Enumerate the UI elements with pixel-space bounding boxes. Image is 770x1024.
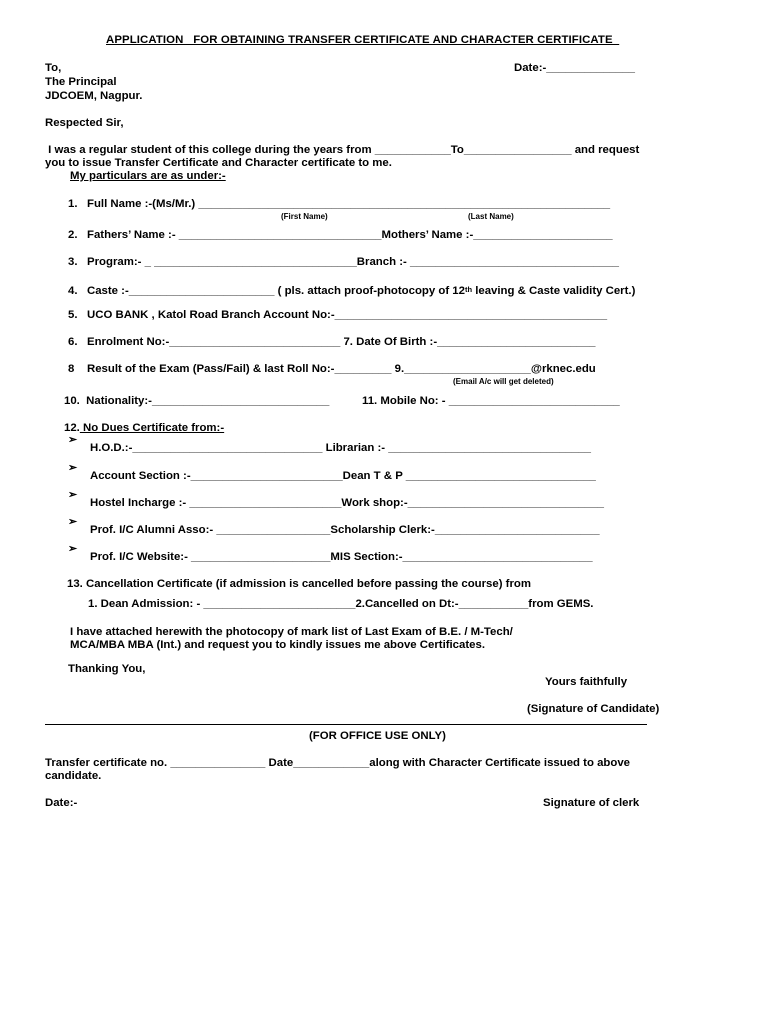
candidate-signature: (Signature of Candidate) (527, 703, 660, 715)
address-line-1: The Principal (45, 76, 117, 88)
yours-faithfully: Yours faithfully (545, 676, 628, 688)
body-line-1: I was a regular student of this college during the years from ____________To_________________ and request (45, 144, 640, 156)
separator-line (45, 724, 647, 725)
caste-text: 4. Caste :-_______________________ ( pls. attach proof-photocopy of 12 (68, 285, 465, 297)
email-note: (Email A/c will get deleted) (453, 377, 554, 386)
particulars-heading: My particulars are as under:- (70, 170, 226, 182)
first-name-caption: (First Name) (281, 212, 328, 221)
office-date: Date:- (45, 797, 78, 809)
field-mobile: 11. Mobile No: - ___________________________ (362, 395, 620, 407)
attached-line-2: MCA/MBA MBA (Int.) and request you to kindly issues me above Certificates. (70, 639, 485, 651)
no-dues-heading (64, 422, 224, 435)
field-nationality: 10. Nationality:-____________________________ (64, 395, 330, 407)
field-program-branch: 3. Program:- _ ________________________________Branch :- _________________________________ (68, 256, 620, 268)
no-dues-item: Account Section :-________________________Dean T & P ______________________________ (90, 470, 596, 482)
field-parents-name: 2. Fathers’ Name :- ________________________________Mothers’ Name :-______________________ (68, 229, 613, 241)
thanking-you: Thanking You, (68, 663, 146, 675)
no-dues-item: H.O.D.:-______________________________ Librarian :- ________________________________ (90, 442, 591, 454)
no-dues-item: Prof. I/C Website:- ______________________MIS Section:-______________________________ (90, 551, 593, 563)
office-line-1: Transfer certificate no. _______________ Date____________along with Character Certificate issued to above (45, 757, 631, 769)
body-line-2: you to issue Transfer Certificate and Character certificate to me. (45, 157, 392, 169)
page-title: APPLICATION FOR OBTAINING TRANSFER CERTIFICATE AND CHARACTER CERTIFICATE (106, 34, 620, 46)
field-caste (68, 285, 635, 298)
address-line-2: JDCOEM, Nagpur. (45, 90, 143, 102)
no-dues-number: 12. (64, 422, 80, 434)
salutation: Respected Sir, (45, 117, 124, 129)
no-dues-item: Prof. I/C Alumni Asso:- __________________Scholarship Clerk:-__________________________ (90, 524, 600, 536)
cancellation-line: 1. Dean Admission: - ________________________2.Cancelled on Dt:-___________from GEMS. (88, 598, 594, 610)
field-full-name: 1. Full Name :-(Ms/Mr.) _________________________________________________________________ (68, 198, 611, 210)
field-result-email: 8 Result of the Exam (Pass/Fail) & last Roll No:-_________ 9.____________________@rknec.edu (68, 363, 596, 375)
arrow-bullet-icon: ➢ (68, 543, 78, 555)
date-field: Date:-______________ (514, 62, 635, 74)
caste-text-end: leaving & Caste validity Cert.) (472, 285, 636, 297)
arrow-bullet-icon: ➢ (68, 489, 78, 501)
office-line-2: candidate. (45, 770, 102, 782)
cancellation-heading: 13. Cancellation Certificate (if admission is cancelled before passing the course) from (67, 578, 531, 590)
attached-line-1: I have attached herewith the photocopy of mark list of Last Exam of B.E. / M-Tech/ (70, 626, 513, 638)
no-dues-item: Hostel Incharge :- ________________________Work shop:-_______________________________ (90, 497, 605, 509)
field-enrolment-dob: 6. Enrolment No:-___________________________ 7. Date Of Birth :-_________________________ (68, 336, 596, 348)
no-dues-label: No Dues Certificate from:- (79, 422, 225, 434)
clerk-signature: Signature of clerk (543, 797, 640, 809)
arrow-bullet-icon: ➢ (68, 516, 78, 528)
arrow-bullet-icon: ➢ (68, 434, 78, 446)
caste-superscript: th (464, 285, 473, 294)
address-to: To, (45, 62, 62, 74)
last-name-caption: (Last Name) (468, 212, 514, 221)
field-bank-account: 5. UCO BANK , Katol Road Branch Account No:-___________________________________________ (68, 309, 608, 321)
arrow-bullet-icon: ➢ (68, 462, 78, 474)
office-use-heading: (FOR OFFICE USE ONLY) (309, 730, 446, 742)
